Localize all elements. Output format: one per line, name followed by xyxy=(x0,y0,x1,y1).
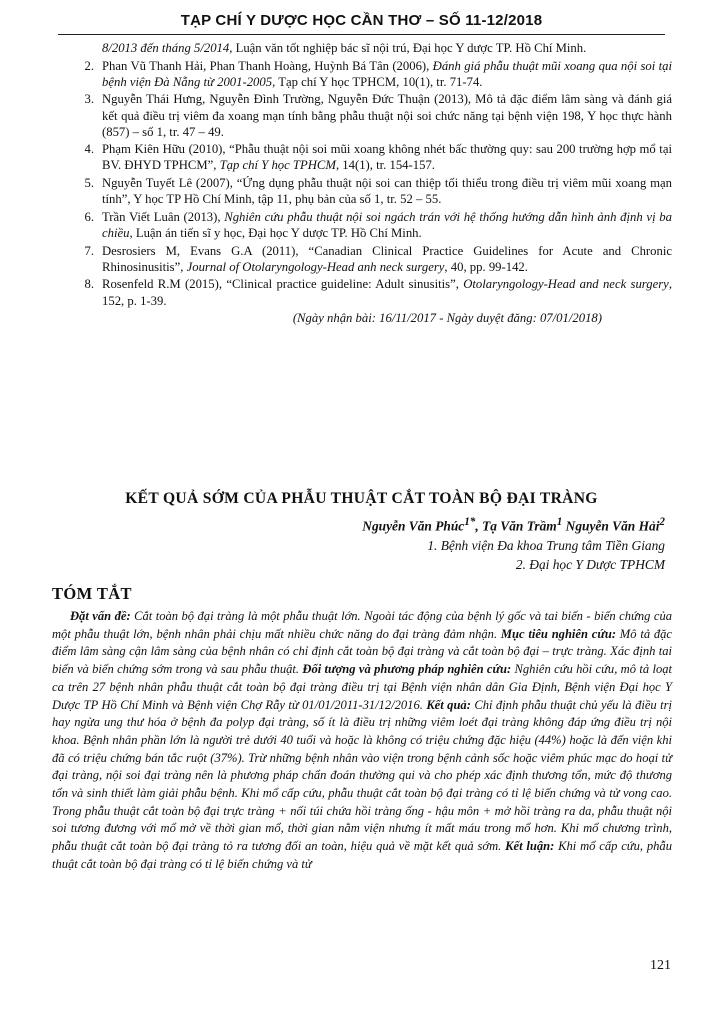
affiliation-1: 1. Bệnh viện Đa khoa Trung tâm Tiền Giang xyxy=(427,537,665,553)
reference-item: 6. Trần Viết Luân (2013), Nghiên cứu phẫu thuật nội soi ngách trán với hệ thống hướng dẫn hình ảnh định vị ba chiều, Luận án tiến sĩ y học, Đại học Y dược TP. Hồ Chí Minh. xyxy=(72,209,672,241)
affiliation-2: 2. Đại học Y Dược TPHCM xyxy=(515,557,665,573)
reference-item: 5. Nguyễn Tuyết Lê (2007), “Ứng dụng phẫu thuật nội soi can thiệp tối thiểu trong điều trị viêm mũi xoang mạn tính”, Y học TP Hồ Chí Minh, tập 11, phụ bản của số 1, tr. 52 – 55. xyxy=(72,175,672,207)
reference-number: 6. xyxy=(84,209,94,224)
article-title: KẾT QUẢ SỚM CỦA PHẪU THUẬT CẮT TOÀN BỘ ĐẠI TRÀNG xyxy=(125,490,598,507)
received-date-note: (Ngày nhận bài: 16/11/2017 - Ngày duyệt đăng: 07/01/2018) xyxy=(292,311,602,326)
author-block xyxy=(362,513,665,575)
reference-number: 2. xyxy=(84,58,94,73)
reference-item: 4. Phạm Kiên Hữu (2010), “Phẫu thuật nội soi mũi xoang không nhét bấc thường quy: sau 200 trường hợp mổ tại BV. ĐHYD TPHCM”, Tạp chí Y học TPHCM, 14(1), tr. 154-157. xyxy=(72,141,672,173)
reference-item: 2. Phan Vũ Thanh Hải, Phan Thanh Hoàng, Huỳnh Bá Tân (2006), Đánh giá phẫu thuật mũi xoang qua nội soi tại bệnh viện Đà Nẵng từ 2001-2005, Tạp chí Y học TPHCM, 10(1), tr. 71-74. xyxy=(72,58,672,90)
section-heading: TÓM TẮT xyxy=(52,584,132,603)
reference-number: 5. xyxy=(84,176,94,191)
reference-number: 8. xyxy=(84,277,94,292)
reference-1-continuation: 8/2013 đến tháng 5/2014, Luận văn tốt nghiệp bác sĩ nội trú, Đại học Y dược TP. Hồ Chí Minh. xyxy=(102,41,587,55)
reference-item: 8. Rosenfeld R.M (2015), “Clinical practice guideline: Adult sinusitis”, Otolaryngology-Head and neck surgery, 152, p. 1-39. xyxy=(72,276,672,308)
reference-list xyxy=(72,40,672,326)
reference-number: 4. xyxy=(84,142,94,157)
page-number: 121 xyxy=(650,958,671,973)
reference-number: 3. xyxy=(84,92,94,107)
reference-item: 7. Desrosiers M, Evans G.A (2011), “Canadian Clinical Practice Guidelines for Acute and Chronic Rhinosinusitis”, Journal of Otolaryngology-Head anh neck surgery, 40, pp. 99-142. xyxy=(72,243,672,275)
abstract-body: Đặt vấn đề: Cắt toàn bộ đại tràng là một phẫu thuật lớn. Ngoài tác động của bệnh lý gốc và tai biến - biến chứng của một phẫu thuật lớn, bệnh nhân phải chịu mất nhiều chức năng do đại tràng đảm nhận. Mục tiêu nghiên cứu: Mô tả đặc điểm lâm sàng cận lâm sàng của bệnh nhân có chỉ định cắt toàn bộ đại tràng và cắt toàn bộ đại – trực tràng. Xác định tai biến và biến chứng sớm trong và sau phẫu thuật. Đối tượng và phương pháp nghiên cứu: Nghiên cứu hồi cứu, mô tả loạt ca trên 27 bệnh nhân phẫu thuật cắt toàn bộ đại tràng điều trị tại Bệnh viện nhân dân Gia Định, Bệnh viện Đại học Y Dược TP Hồ Chí Minh và Bệnh viện Chợ Rẫy từ 01/01/2011-31/12/2016. Kết quả: Chỉ định phẫu thuật chủ yếu là điều trị hay ngừa ung thư hóa ở bệnh đa polyp đại tràng, số ít là điều trị những viêm loét đại tràng không đáp ứng điều trị nội khoa. Bệnh nhân phần lớn là người trẻ dưới 40 tuổi và hoặc là không có triệu chứng đặc hiệu (44%) hoặc là đến viện khi đã có triệu chứng bán tắc ruột (37%). Trừ những bệnh nhân vào viện trong bệnh cảnh sốc hoặc viêm phúc mạc do hoại tử đại tràng, nội soi đại tràng nên là phương pháp chẩn đoán thường qui và cho phép xác định thương tổn, mức độ thương tổn và sinh thiết làm giải phẫu bệnh. Khi mổ cấp cứu, phẫu thuật cắt toàn bộ đại tràng có tỉ lệ biến chứng và tử vong cao. Trong phẫu thuật cắt toàn bộ đại trực tràng + nối túi chứa hồi tràng ống - hậu môn + mở hồi tràng ra da, phẫu thuật nội soi tương đương với mổ mở về thời gian mổ, thời gian nằm viện nhưng ít mất máu trong mổ hơn. Khi mổ chương trình, phẫu thuật cắt toàn bộ đại tràng tỏ ra tương đối an toàn, hiệu quả về mặt kết quả sớm. Kết luận: Khi mổ cấp cứu, phẫu thuật cắt toàn bộ đại tràng có tỉ lệ biến chứng và tử xyxy=(52,609,673,871)
journal-header-text: TẠP CHÍ Y DƯỢC HỌC CẦN THƠ – SỐ 11-12/2018 xyxy=(180,12,543,29)
reference-item: 3. Nguyễn Thái Hưng, Nguyễn Đình Trường, Nguyễn Đức Thuận (2013), Mô tả đặc điểm lâm sàng và đánh giá kết quả điều trị viêm đa xoang mạn tính bằng phẫu thuật nội soi chức năng tại bệnh viện 198, Y học thực hành (857) – số 1, tr. 47 – 49. xyxy=(72,91,672,139)
journal-header xyxy=(58,8,665,35)
reference-number: 7. xyxy=(84,243,94,258)
author-names: Nguyễn Văn Phúc$^{1*}$, Tạ Văn Trầm$^1$ Nguyễn Văn Hải$^2$ xyxy=(362,516,665,534)
